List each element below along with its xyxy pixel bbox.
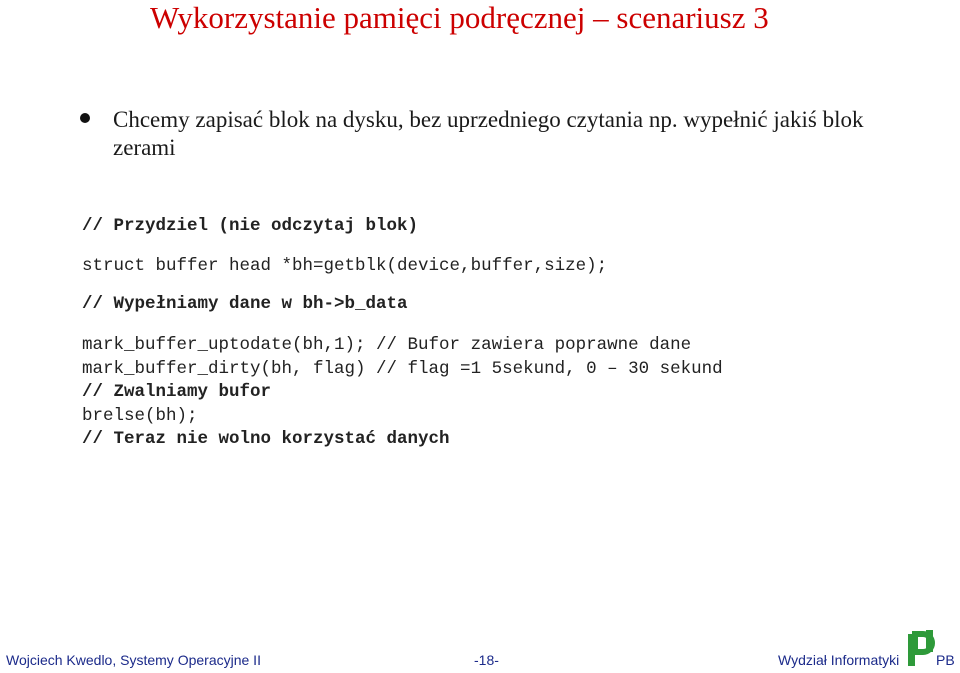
footer-author: Wojciech Kwedlo, Systemy Operacyjne II xyxy=(6,652,261,668)
slide-title: Wykorzystanie pamięci podręcznej – scenariusz 3 xyxy=(150,0,769,35)
code-getblk-line: struct buffer head *bh=getblk(device,buffer,size); xyxy=(82,256,608,276)
bullet-item xyxy=(80,106,920,162)
bullet-dot-icon xyxy=(80,113,90,123)
code-brelse-line: brelse(bh); xyxy=(82,406,198,426)
code-comment-release: // Zwalniamy bufor xyxy=(82,382,272,402)
footer-faculty: Wydział Informatyki xyxy=(778,652,900,668)
code-dirty-line: mark_buffer_dirty(bh, flag) // flag =1 5sekund, 0 – 30 sekund xyxy=(82,359,723,379)
code-comment-fill: // Wypełniamy dane w bh->b_data xyxy=(82,294,408,314)
code-comment-allocate: // Przydziel (nie odczytaj blok) xyxy=(82,216,419,236)
code-comment-forbidden: // Teraz nie wolno korzystać danych xyxy=(82,429,450,449)
bullet-text: Chcemy zapisać blok na dysku, bez uprzedniego czytania np. wypełnić jakiś blok zerami xyxy=(113,107,864,160)
footer-page-number: -18- xyxy=(474,652,499,668)
footer-institution: PB xyxy=(936,652,955,668)
code-uptodate-line: mark_buffer_uptodate(bh,1); // Bufor zawiera poprawne dane xyxy=(82,335,692,355)
pb-logo-icon xyxy=(904,628,940,673)
